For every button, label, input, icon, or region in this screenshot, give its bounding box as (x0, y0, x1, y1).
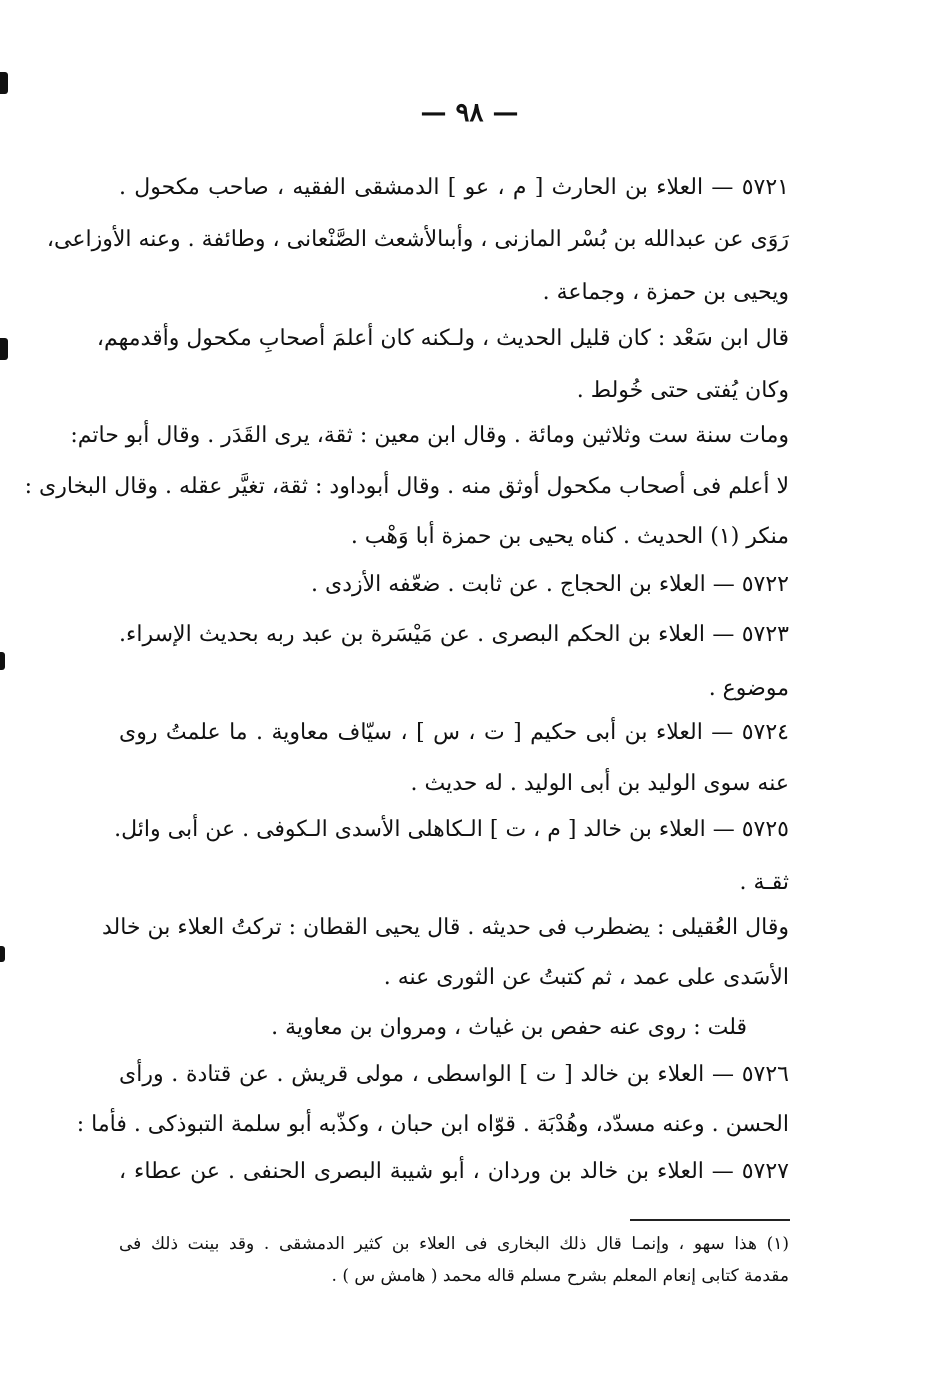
footnote-line-2: مقدمة كتابى إنعام المعلم بشرح مسلم قاله محمد ( هامش س ) . (331, 1266, 789, 1286)
entry-5721-line-5: وكان يُفتى حتى خُولط . (576, 378, 789, 403)
entry-5721-line-4: قال ابن سَعْد : كان قليل الحديث ، ولـكنه كان أعلمَ أصحابِ مكحول وأقدمهم، (96, 326, 789, 351)
entry-5725-line-5: قلت : روى عنه حفص بن غياث ، ومروان بن معاوية . (271, 1015, 747, 1040)
entry-5721-line-1: ٥٧٢١ — العلاء بن الحارث [ م ، عو ] الدمشقى الفقيه ، صاحب مكحول . (119, 175, 789, 200)
entry-5722: ٥٧٢٢ — العلاء بن الحجاج . عن ثابت . ضعّفه الأزدى . (310, 572, 789, 597)
entry-5721-line-8: منكر (١) الحديث . كناه يحيى بن حمزة أبا وَهْب . (350, 524, 789, 549)
entry-5726-line-1: ٥٧٢٦ — العلاء بن خالد [ ت ] الواسطى ، مولى قريش . عن قتادة . ورأى (119, 1062, 789, 1087)
scan-edge-mark (0, 338, 8, 360)
footnote-line-1: (١) هذا سهو ، وإنمـا قال ذلك البخارى فى العلاء بن كثير الدمشقى . وقد بينت ذلك فى (119, 1234, 789, 1254)
scan-edge-mark (0, 652, 5, 670)
scan-edge-mark (0, 946, 5, 962)
entry-5721-line-7: لا أعلم فى أصحاب مكحول أوثق منه . وقال أبوداود : ثقة، تغيَّر عقله . وقال البخارى : (24, 474, 789, 499)
entry-5721-line-3: ويحيى بن حمزة ، وجماعة . (542, 280, 789, 305)
footnote-divider (630, 1219, 790, 1221)
entry-5725-line-1: ٥٧٢٥ — العلاء بن خالد [ م ، ت ] الـكاهلى الأسدى الـكوفى . عن أبى وائل. (114, 817, 789, 842)
entry-5721-line-6: ومات سنة ست وثلاثين ومائة . وقال ابن معين : ثقة، يرى القَدَر . وقال أبو حاتم: (70, 423, 789, 448)
entry-5725-line-4: الأسَدى على عمد ، ثم كتبتُ عن الثورى عنه . (383, 965, 789, 990)
entry-5723-line-1: ٥٧٢٣ — العلاء بن الحكم البصرى . عن مَيْسَرة بن عبد ربه بحديث الإسراء. (119, 622, 789, 647)
entry-5723-line-2: موضوع . (708, 676, 789, 701)
page-number: — ٩٨ — (420, 98, 519, 128)
entry-5727-line-1: ٥٧٢٧ — العلاء بن خالد بن وردان ، أبو شيبة البصرى الحنفى . عن عطاء ، (119, 1159, 789, 1184)
entry-5725-line-3: وقال العُقيلى : يضطرب فى حديثه . قال يحيى القطان : تركتُ العلاء بن خالد (101, 915, 789, 940)
entry-5724-line-1: ٥٧٢٤ — العلاء بن أبى حكيم [ ت ، س ] ، سيّاف معاوية . ما علمتُ روى (119, 720, 789, 745)
entry-5724-line-2: عنه سوى الوليد بن أبى الوليد . له حديث . (410, 771, 789, 796)
entry-5721-line-2: رَوَى عن عبدالله بن بُسْر المازنى ، وأبىالأشعث الصَّنْعانى ، وطائفة . وعنه الأوزاعى، (46, 227, 789, 252)
scan-edge-mark (0, 72, 8, 94)
entry-5726-line-2: الحسن . وعنه مسدّد، وهُدْبَة . قوّاه ابن حبان ، وكذّبه أبو سلمة التبوذكى . فأما : (76, 1112, 789, 1137)
entry-5725-line-2: ثقـة . (739, 870, 789, 895)
